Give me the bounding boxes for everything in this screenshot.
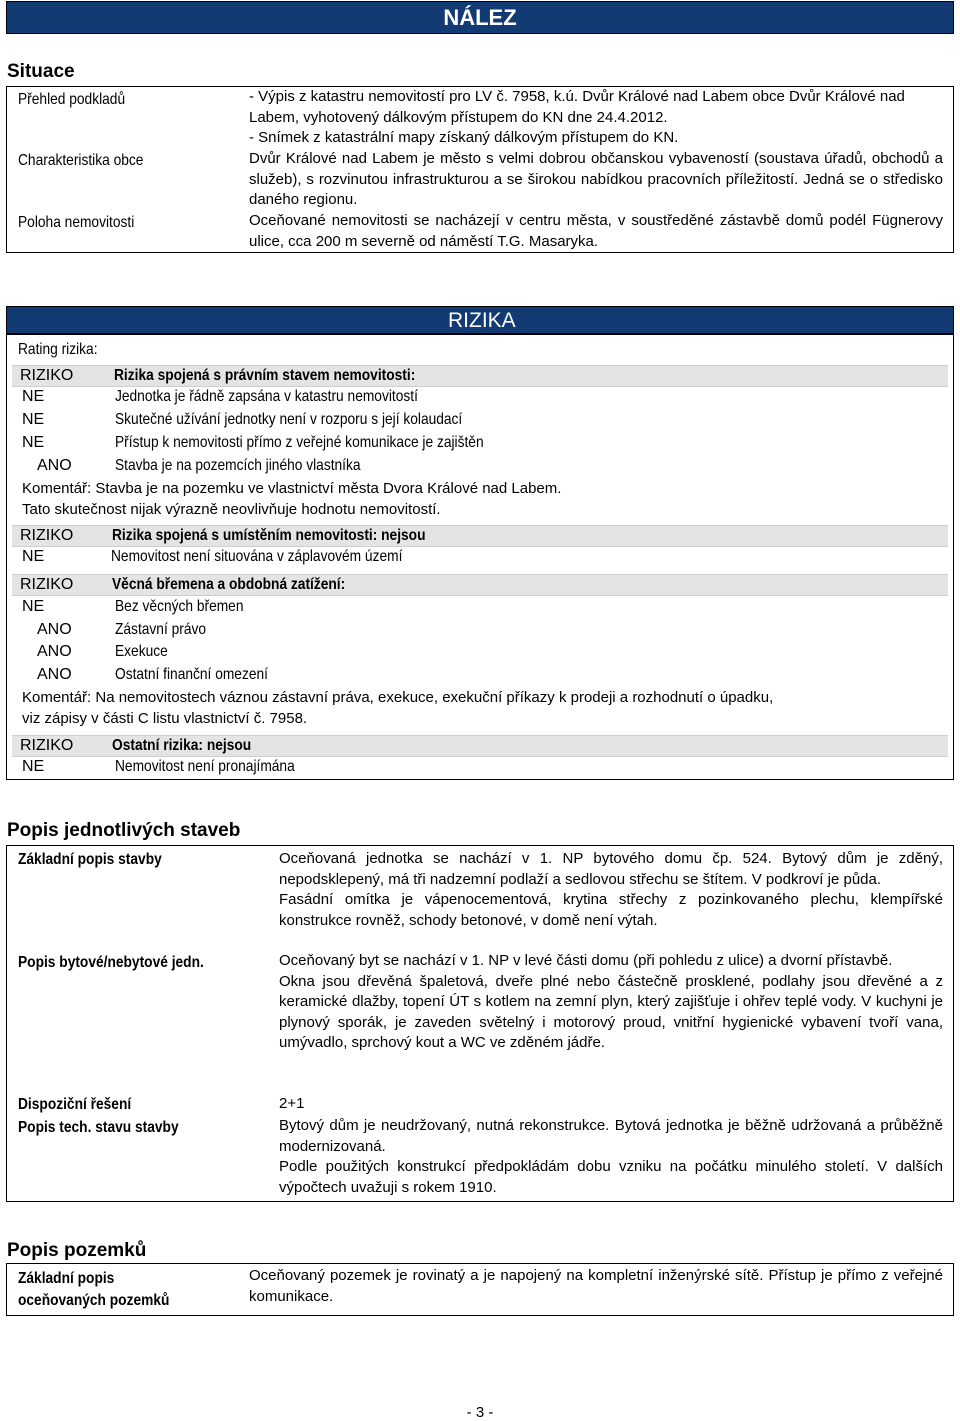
situace-label: Poloha nemovitosti (18, 214, 135, 231)
situace-line: - Výpis z katastru nemovitostí pro LV č. 7958, k.ú. Dvůr Králové nad Labem obce Dvůr Králové nad Labem, vyhotovený dálkovým přístupem do KN dne 24.4.2012. (249, 88, 905, 126)
stavby-text (279, 1116, 943, 1198)
stavby-para: Fasádní omítka je vápenocementová, krytina střechy z pozinkovaného plechu, klempířské konstrukce rovněž, schody betonové, v domě není výtah. (279, 891, 943, 929)
risk-comment: viz zápisy v části C listu vlastnictví č. 7958. (22, 710, 308, 727)
stavby-text (279, 849, 943, 931)
risk-key: RIZIKO (20, 367, 74, 384)
pozemky-label-line: Základní popis (18, 1270, 115, 1287)
stavby-para: Bytový dům je neudržovaný, nutná rekonstrukce. Bytová jednotka je běžně udržovaná a průběžně modernizovaná. (279, 1117, 943, 1155)
risk-value: ANO (37, 643, 72, 660)
stavby-text (279, 951, 943, 1054)
stavby-para: Podle použitých konstrukcí předpokládám dobu vzniku na počátku minulého století. V dalších výpočtech uvažuji s rokem 1910. (279, 1158, 943, 1196)
situace-title: Situace (7, 61, 75, 82)
situace-line: - Snímek z katastrální mapy získaný dálkovým přístupem do KN. (249, 129, 679, 146)
rizika-bar (6, 306, 954, 334)
risk-value: NE (22, 411, 45, 428)
risk-value: ANO (37, 457, 72, 474)
stavby-label: Dispoziční řešení (18, 1096, 132, 1113)
stavby-para: Okna jsou dřevěná špaletová, dveře plné nebo částečně prosklené, podlahy jsou dřevěné a z keramické dlažby, topení ÚT s kotlem na zemní plyn, který zajišťuje i ohřev teplé vody. V kuchyni je plynový sporák, je zaveden světelný i motorový proud, vnitřní hygienické vybavení tvoří vana, umývadlo, sprchový kout a WC ve zděném jádře. (279, 972, 943, 1051)
stavby-label: Základní popis stavby (18, 851, 162, 868)
pozemky-label (18, 1268, 169, 1312)
situace-label: Charakteristika obce (18, 152, 144, 169)
situace-text: Oceňované nemovitosti se nacházejí v centru města, v soustředěné zástavbě domů podél Fügnerovy ulice, cca 200 m severně od náměstí T.G. Masaryka. (249, 212, 943, 250)
risk-heading: Věcná břemena a obdobná zatížení: (112, 576, 346, 593)
risk-group-header (12, 365, 948, 387)
pozemky-box (6, 1263, 954, 1316)
situace-label: Přehled podkladů (18, 91, 126, 108)
risk-item: Jednotka je řádně zapsána v katastru nemovitostí (115, 388, 418, 405)
stavby-box (6, 845, 954, 1202)
risk-heading: Rizika spojená s umístěním nemovitosti: nejsou (112, 527, 426, 544)
risk-key: RIZIKO (20, 576, 74, 593)
situace-box (6, 86, 954, 253)
page-number: - 3 - (466, 1404, 494, 1421)
risk-item: Ostatní finanční omezení (115, 666, 268, 683)
page-title: NÁLEZ (443, 5, 517, 30)
risk-group-header (12, 574, 948, 596)
pozemky-title: Popis pozemků (7, 1240, 147, 1261)
stavby-label: Popis bytové/nebytové jedn. (18, 954, 204, 971)
risk-value: NE (22, 388, 45, 405)
risk-item: Exekuce (115, 643, 168, 660)
stavby-title: Popis jednotlivých staveb (7, 820, 241, 841)
stavby-para: Oceňovaná jednotka se nachází v 1. NP bytového domu čp. 524. Bytový dům je zděný, nepodsklepený, má tři nadzemní podlaží a sedlovou střechu se štítem. V podkroví je půda. (279, 850, 943, 888)
risk-value: NE (22, 548, 45, 565)
risk-item: Zástavní právo (115, 621, 207, 638)
risk-item: Nemovitost není pronajímána (115, 758, 295, 775)
risk-group-header (12, 735, 948, 757)
stavby-text: 2+1 (279, 1095, 305, 1112)
risk-comment: Komentář: Na nemovitostech váznou zástavní práva, exekuce, exekuční příkazy k prodeji a rozhodnutí o úpadku, (22, 689, 774, 706)
risk-item: Nemovitost není situována v záplavovém území (111, 548, 403, 565)
situace-text (249, 87, 943, 149)
pozemky-label-line: oceňovaných pozemků (18, 1292, 170, 1309)
risk-item: Bez věcných břemen (115, 598, 244, 615)
risk-key: RIZIKO (20, 737, 74, 754)
risk-comment: Tato skutečnost nijak výrazně neovlivňuje hodnotu nemovitostí. (22, 501, 441, 518)
stavby-label: Popis tech. stavu stavby (18, 1119, 179, 1136)
risk-item: Skutečné užívání jednotky není v rozporu s její kolaudací (115, 411, 463, 428)
risk-key: RIZIKO (20, 527, 74, 544)
situace-text: Dvůr Králové nad Labem je město s velmi dobrou občanskou vybaveností (soustava úřadů, obchodů a služeb), s rozvinutou infrastrukturou a se širokou nabídkou pracovních příležitostí. Jedná se o středisko daného regionu. (249, 150, 943, 208)
risk-value: NE (22, 758, 45, 775)
rizika-title: RIZIKA (448, 309, 516, 332)
risk-value: NE (22, 598, 45, 615)
stavby-para: Oceňovaný byt se nachází v 1. NP v levé části domu (při pohledu z ulice) a dvorní přístavbě. (279, 952, 893, 969)
risk-value: ANO (37, 666, 72, 683)
risk-value: NE (22, 434, 45, 451)
rating-label: Rating rizika: (18, 341, 98, 358)
risk-value: ANO (37, 621, 72, 638)
risk-group-header (12, 525, 948, 547)
risk-item: Přístup k nemovitosti přímo z veřejné komunikace je zajištěn (115, 434, 484, 451)
risk-item: Stavba je na pozemcích jiného vlastníka (115, 457, 361, 474)
risk-comment: Komentář: Stavba je na pozemku ve vlastnictví města Dvora Králové nad Labem. (22, 480, 562, 497)
header-bar (6, 1, 954, 34)
rizika-box (6, 334, 954, 780)
pozemky-text: Oceňovaný pozemek je rovinatý a je napojený na kompletní inženýrské sítě. Přístup je přímo z veřejné komunikace. (249, 1267, 943, 1305)
risk-heading: Ostatní rizika: nejsou (112, 737, 252, 754)
risk-heading: Rizika spojená s právním stavem nemovitosti: (114, 367, 416, 384)
